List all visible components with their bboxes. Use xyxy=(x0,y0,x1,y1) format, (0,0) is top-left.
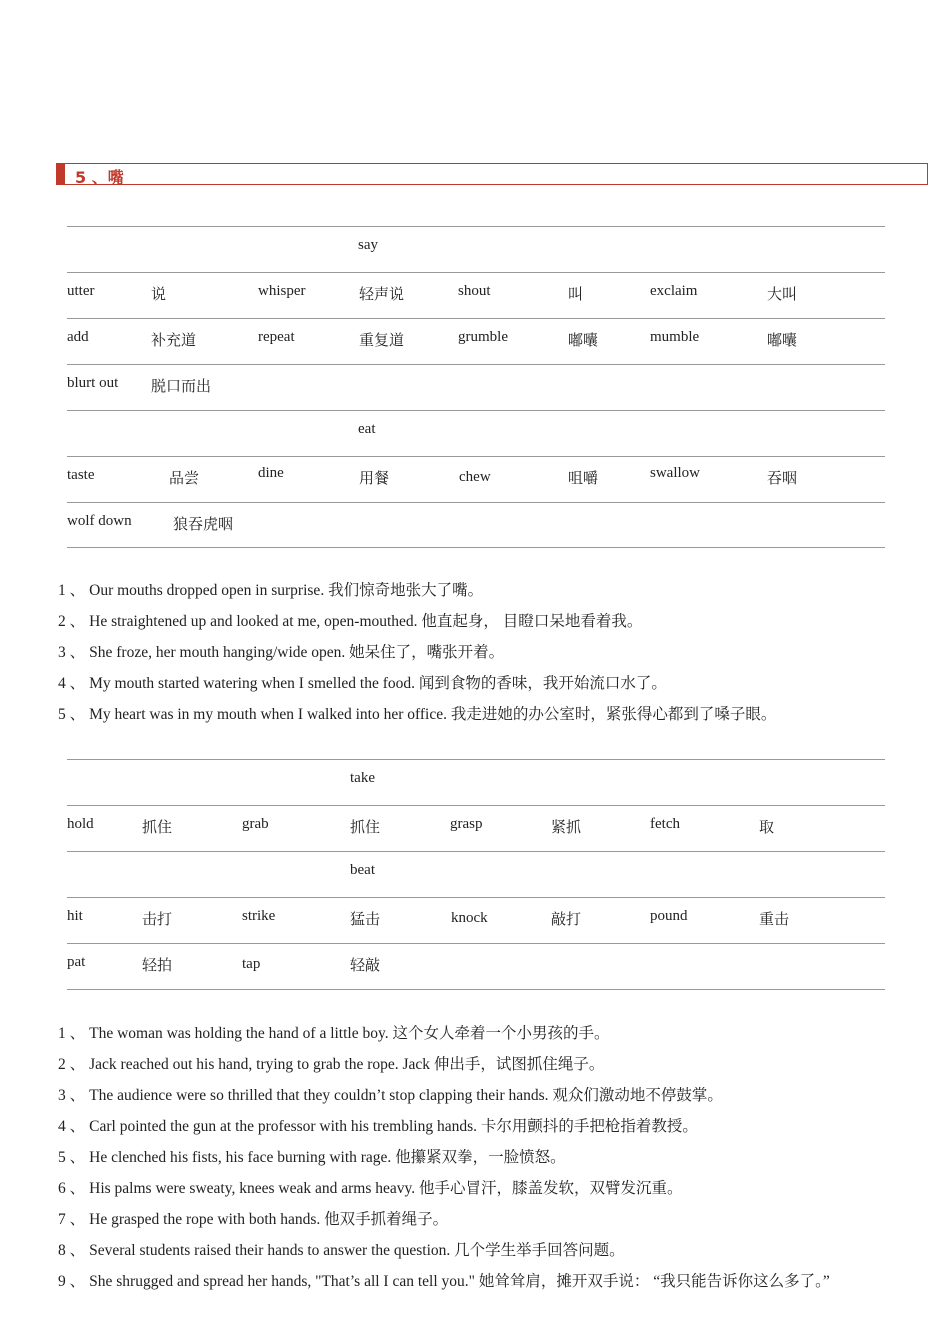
vocab-meaning: 叫 xyxy=(568,285,584,303)
table-row xyxy=(67,410,885,456)
vocab-word: grumble xyxy=(458,329,508,345)
sentence-text: The woman was holding the hand of a little boy. 这个女人牵着一个小男孩的手。 xyxy=(89,1025,610,1042)
group-header-eat: eat xyxy=(358,421,376,437)
table-row xyxy=(67,502,885,548)
sentence-text: He straightened up and looked at me, open-mouthed. 他直起身， 目瞪口呆地看着我。 xyxy=(89,613,643,630)
sentence-text: Jack reached out his hand, trying to grab the rope. Jack 伸出手，试图抓住绳子。 xyxy=(89,1056,605,1073)
vocab-word: hit xyxy=(67,908,83,924)
sentence-text: His palms were sweaty, knees weak and arms heavy. 他手心冒汗，膝盖发软，双臂发沉重。 xyxy=(89,1180,683,1197)
example-sentence xyxy=(58,1145,566,1167)
sentence-text: She froze, her mouth hanging/wide open. 她呆住了，嘴张开着。 xyxy=(89,644,505,661)
group-header-take: take xyxy=(350,770,375,786)
vocab-meaning: 击打 xyxy=(142,910,173,928)
sentence-number: 4 、 xyxy=(58,1118,86,1135)
table-row xyxy=(67,318,885,364)
example-sentence xyxy=(58,1176,682,1198)
vocab-meaning: 紧抓 xyxy=(551,818,582,836)
vocab-table-say-eat xyxy=(67,226,885,548)
vocab-word: blurt out xyxy=(67,375,119,391)
vocab-word: pat xyxy=(67,954,86,970)
vocab-meaning: 品尝 xyxy=(169,469,200,487)
sentence-number: 8 、 xyxy=(58,1242,86,1259)
example-sentence xyxy=(58,640,504,662)
sentence-number: 6 、 xyxy=(58,1180,86,1197)
example-sentence xyxy=(58,1052,604,1074)
vocab-meaning: 吞咽 xyxy=(767,469,798,487)
vocab-word: shout xyxy=(458,283,491,299)
table-row xyxy=(67,364,885,410)
vocab-meaning: 补充道 xyxy=(151,331,197,349)
sentence-text: She shrugged and spread her hands, "That’s all I can tell you." 她耸耸肩，摊开双手说： “我只能告诉你这么多了。” xyxy=(89,1273,830,1290)
sentence-text: He grasped the rope with both hands. 他双手抓着绳子。 xyxy=(89,1211,449,1228)
section-header xyxy=(56,163,928,185)
sentence-text: Our mouths dropped open in surprise. 我们惊奇地张大了嘴。 xyxy=(89,582,484,599)
table-row xyxy=(67,226,885,272)
example-sentence xyxy=(58,1238,625,1260)
vocab-word: grasp xyxy=(450,816,483,832)
vocab-word: taste xyxy=(67,467,95,483)
section-accent-bar xyxy=(57,164,65,184)
vocab-meaning: 轻拍 xyxy=(142,956,173,974)
vocab-meaning: 用餐 xyxy=(359,469,390,487)
example-sentence xyxy=(58,702,776,724)
vocab-meaning: 猛击 xyxy=(350,910,381,928)
vocab-word: hold xyxy=(67,816,94,832)
sentence-number: 3 、 xyxy=(58,644,86,661)
vocab-meaning: 咀嚼 xyxy=(568,469,599,487)
vocab-word: swallow xyxy=(650,465,700,481)
sentence-text: He clenched his fists, his face burning with rage. 他攥紧双拳，一脸愤怒。 xyxy=(89,1149,566,1166)
vocab-meaning: 轻敲 xyxy=(350,956,381,974)
vocab-word: chew xyxy=(459,469,491,485)
sentence-number: 1 、 xyxy=(58,582,86,599)
vocab-meaning: 说 xyxy=(151,285,167,303)
sentence-text: Carl pointed the gun at the professor with his trembling hands. 卡尔用颤抖的手把枪指着教授。 xyxy=(89,1118,698,1135)
sentence-number: 7 、 xyxy=(58,1211,86,1228)
sentence-number: 4 、 xyxy=(58,675,86,692)
vocab-meaning: 敲打 xyxy=(551,910,582,928)
vocab-table-take-beat xyxy=(67,759,885,990)
vocab-meaning: 抓住 xyxy=(142,818,173,836)
group-header-say: say xyxy=(358,237,378,253)
example-sentence xyxy=(58,1207,448,1229)
vocab-word: repeat xyxy=(258,329,295,345)
vocab-word: mumble xyxy=(650,329,700,345)
example-sentence xyxy=(58,1021,609,1043)
vocab-meaning: 狼吞虎咽 xyxy=(173,515,234,533)
vocab-word: exclaim xyxy=(650,283,698,299)
vocab-word: knock xyxy=(451,910,488,926)
sentence-text: My heart was in my mouth when I walked into her office. 我走进她的办公室时，紧张得心都到了嗓子眼。 xyxy=(89,706,777,723)
vocab-word: utter xyxy=(67,283,95,299)
sentence-text: My mouth started watering when I smelled the food. 闻到食物的香味，我开始流口水了。 xyxy=(89,675,667,692)
vocab-word: pound xyxy=(650,908,688,924)
vocab-meaning: 嘟囔 xyxy=(767,331,798,349)
example-sentence xyxy=(58,1269,830,1291)
table-row xyxy=(67,851,885,897)
vocab-word: grab xyxy=(242,816,269,832)
table-row xyxy=(67,272,885,318)
sentence-number: 2 、 xyxy=(58,613,86,630)
example-sentence xyxy=(58,1083,723,1105)
vocab-meaning: 取 xyxy=(759,818,775,836)
sentence-text: The audience were so thrilled that they couldn’t stop clapping their hands. 观众们激动地不停鼓掌。 xyxy=(89,1087,723,1104)
vocab-meaning: 嘟囔 xyxy=(568,331,599,349)
vocab-word: wolf down xyxy=(67,513,132,529)
group-header-beat: beat xyxy=(350,862,375,878)
vocab-word: fetch xyxy=(650,816,680,832)
table-row xyxy=(67,456,885,502)
table-row xyxy=(67,805,885,851)
sentence-number: 5 、 xyxy=(58,706,86,723)
sentence-number: 9 、 xyxy=(58,1273,86,1290)
sentence-number: 3 、 xyxy=(58,1087,86,1104)
table-row xyxy=(67,943,885,990)
example-sentence xyxy=(58,671,667,693)
vocab-meaning: 重击 xyxy=(759,910,790,928)
vocab-meaning: 抓住 xyxy=(350,818,381,836)
vocab-meaning: 重复道 xyxy=(359,331,405,349)
sentence-text: Several students raised their hands to answer the question. 几个学生举手回答问题。 xyxy=(89,1242,625,1259)
vocab-word: add xyxy=(67,329,89,345)
vocab-word: dine xyxy=(258,465,284,481)
vocab-meaning: 轻声说 xyxy=(359,285,405,303)
example-sentence xyxy=(58,609,642,631)
sentence-number: 5 、 xyxy=(58,1149,86,1166)
sentence-number: 2 、 xyxy=(58,1056,86,1073)
example-sentence xyxy=(58,1114,698,1136)
vocab-word: whisper xyxy=(258,283,306,299)
vocab-meaning: 大叫 xyxy=(767,285,798,303)
vocab-meaning: 脱口而出 xyxy=(151,377,212,395)
section-title: 5 、嘴 xyxy=(75,168,124,187)
example-sentence xyxy=(58,578,483,600)
vocab-word: tap xyxy=(242,956,261,972)
table-row xyxy=(67,759,885,805)
table-row xyxy=(67,897,885,943)
sentence-number: 1 、 xyxy=(58,1025,86,1042)
vocab-word: strike xyxy=(242,908,276,924)
